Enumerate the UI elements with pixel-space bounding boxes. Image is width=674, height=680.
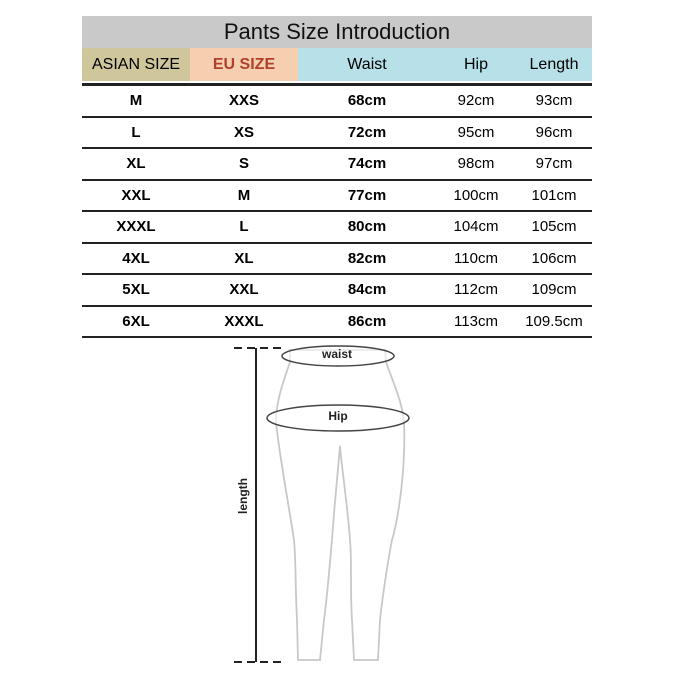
cell-asian: 6XL	[122, 312, 150, 330]
header-waist: Waist	[347, 56, 387, 73]
pants-outline	[276, 350, 404, 660]
cell-hip: 110cm	[454, 249, 498, 267]
cell-waist: 77cm	[347, 186, 387, 204]
cell-eu: XL	[234, 249, 254, 267]
cell-asian: L	[131, 123, 141, 141]
cell-length: 106cm	[531, 249, 577, 267]
cell-eu: XS	[233, 123, 254, 141]
cell-hip: 104cm	[453, 218, 499, 235]
cell-hip: 112cm	[454, 281, 498, 298]
cell-hip: 92cm	[457, 92, 495, 109]
header-eu-size: EU SIZE	[190, 48, 298, 81]
cell-length: 105cm	[531, 218, 577, 235]
cell-eu: S	[238, 155, 249, 172]
hip-label: Hip	[328, 409, 348, 423]
cell-eu: XXL	[229, 281, 259, 298]
cell-length: 109.5cm	[525, 312, 583, 330]
cell-eu: L	[239, 218, 249, 235]
header-hip: Hip	[463, 56, 488, 73]
cell-length: 109cm	[531, 281, 577, 298]
cell-waist: 86cm	[347, 312, 387, 330]
cell-length: 101cm	[531, 186, 577, 204]
cell-length: 93cm	[535, 92, 573, 109]
cell-asian: 4XL	[122, 249, 150, 267]
cell-hip: 100cm	[453, 186, 499, 204]
pants-shape	[276, 350, 404, 660]
cell-waist: 82cm	[347, 249, 387, 267]
cell-asian: XL	[126, 155, 146, 172]
cell-asian: M	[129, 92, 143, 109]
length-label: length	[236, 478, 250, 514]
cell-length: 96cm	[535, 123, 573, 141]
cell-hip: 95cm	[457, 123, 495, 141]
cell-asian: XXL	[121, 186, 151, 204]
cell-length: 97cm	[535, 155, 573, 172]
cell-eu: XXXL	[224, 312, 264, 330]
cell-hip: 98cm	[457, 155, 495, 172]
cell-asian: 5XL	[122, 281, 150, 298]
chart-title: Pants Size Introduction	[82, 16, 592, 48]
header-asian-size: ASIAN SIZE	[82, 48, 190, 81]
cell-waist: 72cm	[347, 123, 387, 141]
cell-asian: XXXL	[116, 218, 156, 235]
cell-waist: 84cm	[347, 281, 387, 298]
waist-label: waist	[321, 347, 353, 361]
cell-hip: 113cm	[454, 312, 498, 330]
cell-eu: XXS	[228, 92, 259, 109]
cell-waist: 68cm	[347, 92, 387, 109]
cell-eu: M	[237, 186, 251, 204]
cell-waist: 80cm	[347, 218, 387, 235]
header-length: Length	[529, 56, 579, 73]
cell-waist: 74cm	[347, 155, 387, 172]
